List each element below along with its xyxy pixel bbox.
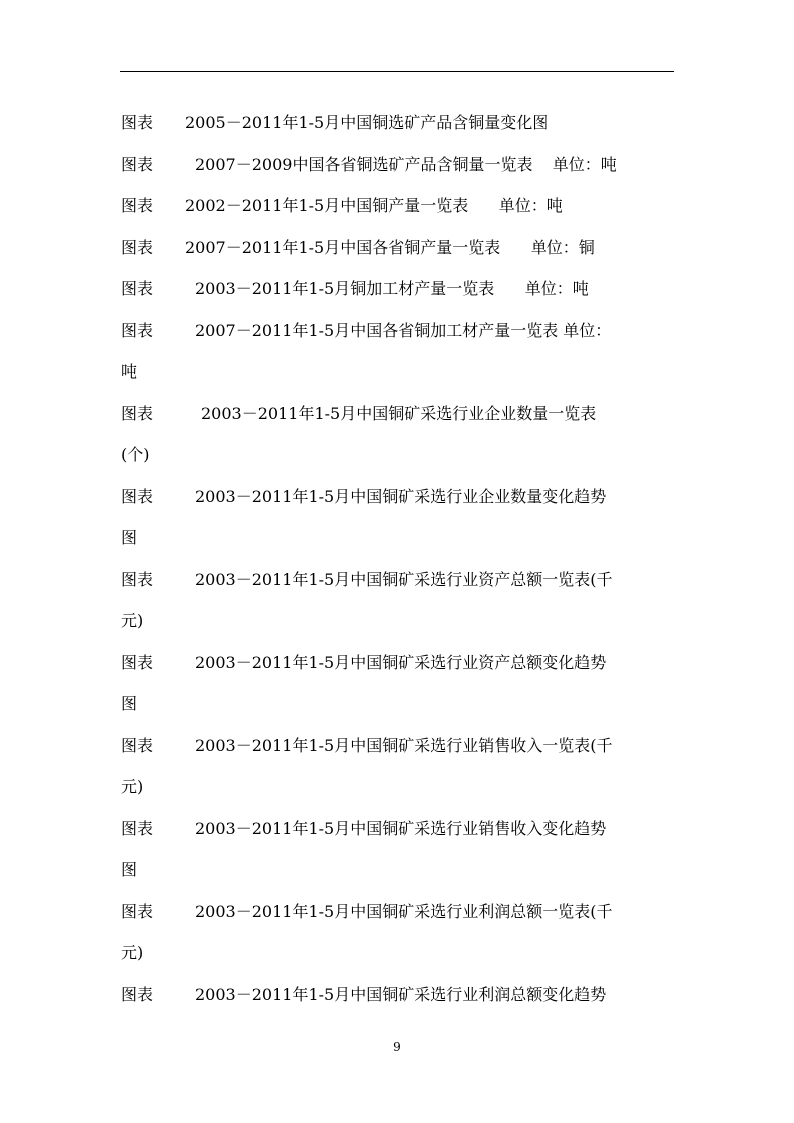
list-item: [121, 808, 674, 850]
list-item-continuation: [121, 766, 674, 808]
entry-continuation: 图: [121, 528, 138, 547]
entry-unit: 单位：铜: [530, 237, 595, 257]
list-item: [121, 476, 674, 518]
header-rule: [120, 71, 674, 72]
list-item-continuation: [121, 351, 674, 393]
entry-title: 2003－2011年1-5月中国铜矿采选行业利润总额一览表(千: [195, 901, 613, 921]
entry-continuation: 元): [121, 611, 144, 630]
page-number: 9: [393, 1040, 401, 1054]
entry-label: 图表: [121, 818, 154, 838]
entry-label: 图表: [121, 237, 154, 257]
entry-title: 2003－2011年1-5月中国铜矿采选行业销售收入变化趋势: [195, 818, 607, 838]
list-item-continuation: [121, 683, 674, 725]
entry-title: 2003－2011年1-5月铜加工材产量一览表: [195, 279, 495, 298]
entry-label: 图表: [121, 154, 154, 174]
list-item: [121, 891, 674, 933]
entry-title: 2003－2011年1-5月中国铜矿采选行业利润总额变化趋势: [195, 984, 607, 1004]
entry-label: 图表: [121, 486, 154, 506]
entry-unit: 单位：吨: [552, 154, 617, 174]
entry-label: 图表: [121, 113, 154, 132]
entry-title: 2007－2011年1-5月中国各省铜产量一览表: [185, 237, 501, 257]
list-item: [121, 102, 674, 144]
entry-label: 图表: [121, 984, 154, 1004]
list-item: [121, 725, 674, 767]
figure-list: [121, 102, 674, 1015]
entry-unit: 单位：吨: [498, 196, 563, 215]
entry-title: 2002－2011年1-5月中国铜产量一览表: [185, 196, 469, 215]
entry-label: 图表: [121, 320, 154, 340]
list-item: [121, 559, 674, 601]
list-item: [121, 393, 674, 435]
entry-title: 2005－2011年1-5月中国铜选矿产品含铜量变化图: [185, 113, 549, 132]
entry-title: 2003－2011年1-5月中国铜矿采选行业资产总额变化趋势: [195, 652, 607, 672]
list-item-continuation: [121, 517, 674, 559]
entry-label: 图表: [121, 403, 154, 423]
entry-continuation: 图: [121, 694, 138, 713]
entry-continuation: 元): [121, 943, 144, 962]
entry-title: 2003－2011年1-5月中国铜矿采选行业销售收入一览表(千: [195, 735, 613, 755]
list-item-continuation: [121, 932, 674, 974]
entry-title: 2007－2011年1-5月中国各省铜加工材产量一览表 单位：: [195, 320, 612, 340]
entry-unit: 单位：吨: [524, 279, 589, 298]
entry-continuation: 图: [121, 860, 138, 879]
list-item-continuation: [121, 600, 674, 642]
list-item-continuation: [121, 849, 674, 891]
list-item: [121, 642, 674, 684]
entry-label: 图表: [121, 569, 154, 589]
entry-label: 图表: [121, 901, 154, 921]
entry-label: 图表: [121, 196, 154, 215]
entry-label: 图表: [121, 279, 154, 298]
list-item: [121, 227, 674, 269]
list-item-continuation: [121, 434, 674, 476]
entry-continuation: 吨: [121, 362, 138, 381]
list-item: [121, 310, 674, 352]
list-item: [121, 144, 674, 186]
entry-label: 图表: [121, 652, 154, 672]
entry-title: 2003－2011年1-5月中国铜矿采选行业企业数量一览表: [201, 403, 597, 423]
entry-title: 2003－2011年1-5月中国铜矿采选行业企业数量变化趋势: [195, 486, 607, 506]
list-item: [121, 974, 674, 1016]
list-item: [121, 268, 674, 310]
list-item: [121, 185, 674, 227]
entry-continuation: (个): [121, 445, 150, 464]
entry-continuation: 元): [121, 777, 144, 796]
entry-title: 2007－2009中国各省铜选矿产品含铜量一览表: [195, 154, 533, 174]
entry-title: 2003－2011年1-5月中国铜矿采选行业资产总额一览表(千: [195, 569, 613, 589]
entry-label: 图表: [121, 735, 154, 755]
